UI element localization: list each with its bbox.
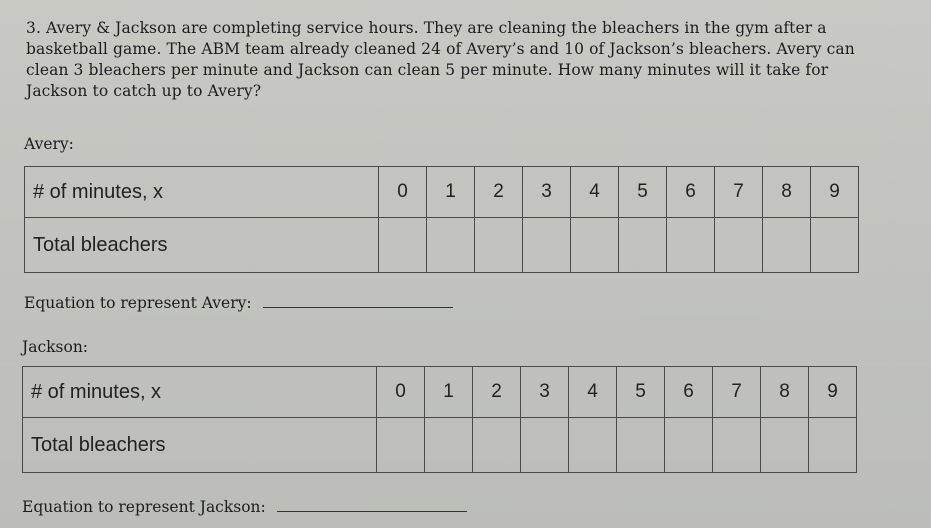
avery-minute-cell: 7	[715, 167, 763, 218]
avery-minute-cell: 4	[571, 167, 619, 218]
avery-bleachers-header: Total bleachers	[25, 218, 379, 273]
jackson-bleachers-input-cell[interactable]	[473, 418, 521, 473]
jackson-table	[22, 366, 857, 473]
jackson-minute-cell: 5	[617, 367, 665, 418]
avery-bleachers-input-cell[interactable]	[571, 218, 619, 273]
jackson-bleachers-input-cell[interactable]	[377, 418, 425, 473]
avery-label: Avery:	[24, 135, 74, 153]
avery-minute-cell: 0	[379, 167, 427, 218]
avery-bleachers-input-cell[interactable]	[715, 218, 763, 273]
jackson-equation-label: Equation to represent Jackson:	[22, 498, 266, 516]
jackson-minute-cell: 1	[425, 367, 473, 418]
avery-minute-cell: 2	[475, 167, 523, 218]
jackson-equation-line	[22, 498, 467, 516]
jackson-bleachers-input-cell[interactable]	[809, 418, 857, 473]
jackson-bleachers-input-cell[interactable]	[761, 418, 809, 473]
jackson-bleachers-input-cell[interactable]	[569, 418, 617, 473]
avery-bleachers-input-cell[interactable]	[523, 218, 571, 273]
avery-bleachers-row	[25, 218, 859, 273]
avery-minutes-header: # of minutes, x	[25, 167, 379, 218]
jackson-minutes-header: # of minutes, x	[23, 367, 377, 418]
jackson-bleachers-row	[23, 418, 857, 473]
jackson-minute-cell: 7	[713, 367, 761, 418]
jackson-minute-cell: 3	[521, 367, 569, 418]
avery-bleachers-input-cell[interactable]	[811, 218, 859, 273]
avery-bleachers-input-cell[interactable]	[475, 218, 523, 273]
avery-minute-cell: 9	[811, 167, 859, 218]
avery-table	[24, 166, 859, 273]
jackson-minute-cell: 2	[473, 367, 521, 418]
avery-minutes-row	[25, 167, 859, 218]
jackson-minute-cell: 0	[377, 367, 425, 418]
avery-bleachers-input-cell[interactable]	[619, 218, 667, 273]
avery-equation-label: Equation to represent Avery:	[24, 294, 252, 312]
jackson-bleachers-input-cell[interactable]	[713, 418, 761, 473]
avery-bleachers-input-cell[interactable]	[427, 218, 475, 273]
jackson-minute-cell: 6	[665, 367, 713, 418]
jackson-label: Jackson:	[22, 338, 89, 356]
jackson-bleachers-input-cell[interactable]	[665, 418, 713, 473]
avery-minute-cell: 1	[427, 167, 475, 218]
problem-statement: 3. Avery & Jackson are completing service hours. They are cleaning the bleachers in the gym after a basketball game. The ABM team already cleaned 24 of Avery’s and 10 of Jackson’s bleachers. Avery can clean 3 bleachers per minute and Jackson can clean 5 per minute. How many minutes will it take for Jackson to catch up to Avery?	[26, 19, 855, 100]
jackson-bleachers-input-cell[interactable]	[617, 418, 665, 473]
avery-minute-cell: 8	[763, 167, 811, 218]
avery-bleachers-input-cell[interactable]	[667, 218, 715, 273]
avery-minute-cell: 3	[523, 167, 571, 218]
jackson-bleachers-input-cell[interactable]	[425, 418, 473, 473]
jackson-minute-cell: 8	[761, 367, 809, 418]
jackson-minutes-row	[23, 367, 857, 418]
avery-bleachers-input-cell[interactable]	[379, 218, 427, 273]
avery-minute-cell: 5	[619, 167, 667, 218]
avery-bleachers-input-cell[interactable]	[763, 218, 811, 273]
jackson-bleachers-header: Total bleachers	[23, 418, 377, 473]
jackson-equation-blank[interactable]	[277, 511, 467, 512]
avery-equation-blank[interactable]	[263, 307, 453, 308]
jackson-minute-cell: 4	[569, 367, 617, 418]
avery-equation-line	[24, 294, 453, 312]
jackson-bleachers-input-cell[interactable]	[521, 418, 569, 473]
jackson-minute-cell: 9	[809, 367, 857, 418]
avery-minute-cell: 6	[667, 167, 715, 218]
